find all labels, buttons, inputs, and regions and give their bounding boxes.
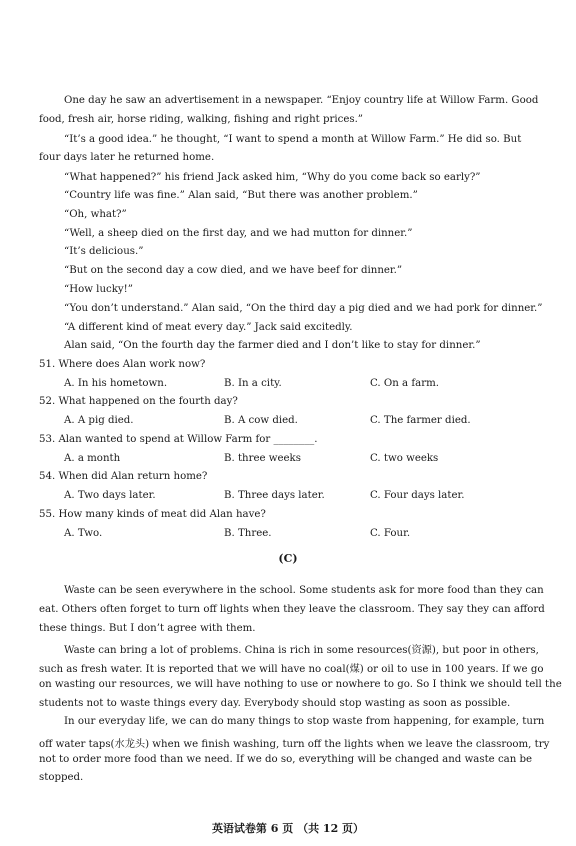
question-51: 51. Where does Alan work now? bbox=[39, 359, 206, 370]
dialogue-line: “It’s delicious.” bbox=[64, 246, 144, 257]
passage-line: eat. Others often forget to turn off lights when they leave the classroom. They say they can afford bbox=[39, 604, 545, 615]
question-53: 53. Alan wanted to spend at Willow Farm for ________. bbox=[39, 434, 318, 445]
dialogue-line: “Well, a sheep died on the first day, and we had mutton for dinner.” bbox=[64, 228, 413, 239]
passage-line: stopped. bbox=[39, 772, 84, 783]
section-heading: (C) bbox=[278, 552, 298, 565]
passage-line: In our everyday life, we can do many things to stop waste from happening, for example, turn bbox=[64, 716, 545, 727]
option-a: A. In his hometown. bbox=[64, 378, 168, 389]
passage-line: not to order more food than we need. If we do so, everything will be changed and waste can be bbox=[39, 754, 533, 765]
passage-line: students not to waste things every day. Everybody should stop wasting as soon as possible. bbox=[39, 698, 511, 709]
option-c: C. two weeks bbox=[370, 453, 439, 464]
option-b: B. A cow died. bbox=[224, 415, 298, 426]
dialogue-line: “Country life was fine.” Alan said, “But there was another problem.” bbox=[64, 190, 418, 201]
option-b: B. Three. bbox=[224, 528, 272, 539]
option-c: C. Four. bbox=[370, 528, 411, 539]
option-c: C. The farmer died. bbox=[370, 415, 471, 426]
dialogue-line: “Oh, what?” bbox=[64, 209, 127, 220]
story-line: “It’s a good idea.” he thought, “I want to spend a month at Willow Farm.” He did so. But bbox=[64, 134, 522, 145]
question-54: 54. When did Alan return home? bbox=[39, 471, 208, 482]
passage-line: Waste can be seen everywhere in the school. Some students ask for more food than they can bbox=[64, 585, 544, 596]
option-b: B. three weeks bbox=[224, 453, 301, 464]
question-52: 52. What happened on the fourth day? bbox=[39, 396, 238, 407]
story-line: food, fresh air, horse riding, walking, fishing and right prices.” bbox=[39, 114, 364, 125]
passage-line: these things. But I don’t agree with them. bbox=[39, 623, 256, 634]
passage-line: Waste can bring a lot of problems. China is rich in some resources(资源), but poor in others, bbox=[64, 645, 539, 656]
option-b: B. Three days later. bbox=[224, 490, 325, 501]
option-a: A. A pig died. bbox=[64, 415, 134, 426]
dialogue-line: “But on the second day a cow died, and we have beef for dinner.” bbox=[64, 265, 403, 276]
dialogue-line: “You don’t understand.” Alan said, “On the third day a pig died and we had pork for dinner.” bbox=[64, 303, 543, 314]
story-line: four days later he returned home. bbox=[39, 152, 215, 163]
option-c: C. Four days later. bbox=[370, 490, 465, 501]
option-a: A. Two. bbox=[64, 528, 103, 539]
dialogue-line: “How lucky!” bbox=[64, 284, 133, 295]
story-line: One day he saw an advertisement in a newspaper. “Enjoy country life at Willow Farm. Good bbox=[64, 95, 539, 106]
dialogue-line: “A different kind of meat every day.” Jack said excitedly. bbox=[64, 322, 353, 333]
option-a: A. Two days later. bbox=[64, 490, 156, 501]
option-b: B. In a city. bbox=[224, 378, 282, 389]
question-55: 55. How many kinds of meat did Alan have? bbox=[39, 509, 266, 520]
passage-line: such as fresh water. It is reported that we will have no coal(煤) or oil to use in 100 years. If we go bbox=[39, 664, 544, 675]
option-a: A. a month bbox=[64, 453, 121, 464]
dialogue-line: Alan said, “On the fourth day the farmer died and I don’t like to stay for dinner.” bbox=[64, 340, 481, 351]
passage-line: on wasting our resources, we will have nothing to use or nowhere to go. So I think we should tell the bbox=[39, 679, 562, 690]
option-c: C. On a farm. bbox=[370, 378, 439, 389]
passage-line: off water taps(水龙头) when we finish washing, turn off the lights when we leave the classroom, try bbox=[39, 739, 550, 750]
dialogue-line: “What happened?” his friend Jack asked him, “Why do you come back so early?” bbox=[64, 172, 481, 183]
page-footer: 英语试卷第 6 页 （共 12 页） bbox=[211, 822, 365, 835]
